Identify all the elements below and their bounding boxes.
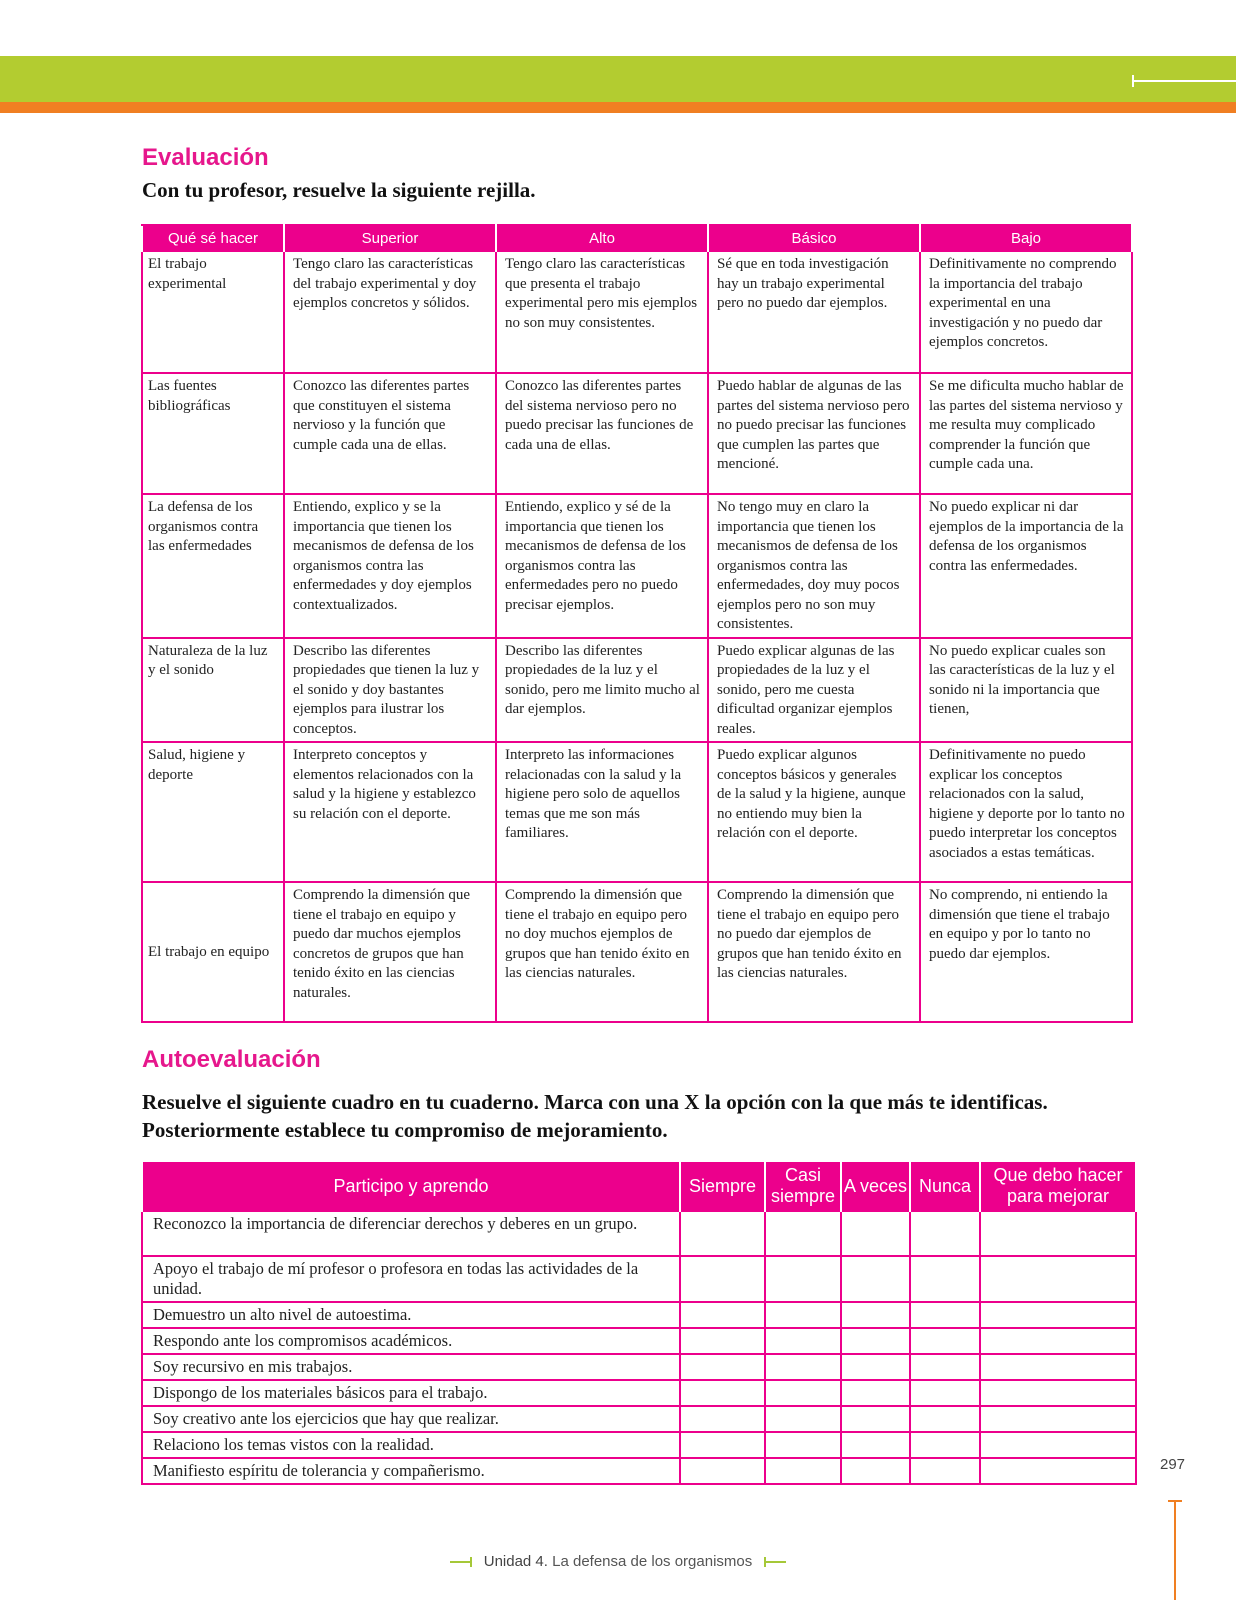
- self-assessment-item: Relaciono los temas vistos con la realidad.: [142, 1432, 680, 1458]
- header-band-orange: [0, 102, 1236, 113]
- improvement-cell[interactable]: [980, 1354, 1136, 1380]
- rubric-row: [142, 494, 1132, 638]
- rubric-cell: Conozco las diferentes partes del sistema nervioso pero no puedo precisar las funciones de cada una de ellas.: [496, 373, 708, 494]
- mark-cell-siempre[interactable]: [680, 1302, 765, 1328]
- rubric-row: [142, 882, 1132, 1022]
- self-assessment-header-cell: Participo y aprendo: [142, 1162, 680, 1211]
- mark-cell-nunca[interactable]: [910, 1458, 980, 1484]
- rubric-cell: Puedo explicar algunos conceptos básicos y generales de la salud y la higiene, aunque no entiendo muy bien la relación con el deporte.: [708, 742, 920, 882]
- rubric-cell: Interpreto las informaciones relacionadas con la salud y la higiene pero solo de aquellos temas que me son más familiares.: [496, 742, 708, 882]
- mark-cell-a-veces[interactable]: [841, 1432, 910, 1458]
- rubric-cell: Entiendo, explico y se la importancia que tienen los mecanismos de defensa de los organismos contra las enfermedades y doy ejemplos contextualizados.: [284, 494, 496, 638]
- rubric-cell: Describo las diferentes propiedades de la luz y el sonido, pero me limito mucho al dar ejemplos.: [496, 638, 708, 743]
- self-assessment-table: [141, 1162, 1137, 1485]
- self-assessment-row: [142, 1380, 1136, 1406]
- mark-cell-nunca[interactable]: [910, 1328, 980, 1354]
- self-assessment-header-cell: Casi siempre: [765, 1162, 841, 1211]
- mark-cell-casi-siempre[interactable]: [765, 1432, 841, 1458]
- rubric-cell: Tengo claro las características que presenta el trabajo experimental pero mis ejemplos no son muy consistentes.: [496, 251, 708, 373]
- mark-cell-nunca[interactable]: [910, 1354, 980, 1380]
- mark-cell-nunca[interactable]: [910, 1302, 980, 1328]
- header-band-tick: [1132, 75, 1134, 87]
- footer-dash-right: [764, 1561, 786, 1563]
- self-assessment-item: Soy creativo ante los ejercicios que hay que realizar.: [142, 1406, 680, 1432]
- mark-cell-casi-siempre[interactable]: [765, 1302, 841, 1328]
- rubric-criterion: La defensa de los organismos contra las enfermedades: [142, 494, 284, 638]
- rubric-header-cell: Qué sé hacer: [142, 225, 284, 251]
- mark-cell-casi-siempre[interactable]: [765, 1328, 841, 1354]
- self-assessment-item: Soy recursivo en mis trabajos.: [142, 1354, 680, 1380]
- autoevaluacion-title: Autoevaluación: [142, 1046, 321, 1073]
- rubric-cell: Definitivamente no puedo explicar los conceptos relacionados con la salud, higiene y deporte por lo tanto no puedo interpretar los conceptos asociados a estas temáticas.: [920, 742, 1132, 882]
- mark-cell-nunca[interactable]: [910, 1256, 980, 1302]
- rubric-cell: Comprendo la dimensión que tiene el trabajo en equipo pero no doy muchos ejemplos de grupos que han tenido éxito en las ciencias naturales.: [496, 882, 708, 1022]
- footer: [0, 1553, 1236, 1570]
- rubric-cell: Comprendo la dimensión que tiene el trabajo en equipo y puedo dar muchos ejemplos concretos de grupos que han tenido éxito en las ciencias naturales.: [284, 882, 496, 1022]
- mark-cell-a-veces[interactable]: [841, 1302, 910, 1328]
- mark-cell-casi-siempre[interactable]: [765, 1406, 841, 1432]
- rubric-row: [142, 742, 1132, 882]
- page-number: 297: [1160, 1456, 1186, 1473]
- improvement-cell[interactable]: [980, 1256, 1136, 1302]
- rubric-row: [142, 373, 1132, 494]
- mark-cell-siempre[interactable]: [680, 1406, 765, 1432]
- mark-cell-a-veces[interactable]: [841, 1211, 910, 1256]
- mark-cell-siempre[interactable]: [680, 1256, 765, 1302]
- mark-cell-casi-siempre[interactable]: [765, 1256, 841, 1302]
- rubric-criterion: Naturaleza de la luz y el sonido: [142, 638, 284, 743]
- self-assessment-row: [142, 1432, 1136, 1458]
- rubric-criterion: El trabajo experimental: [142, 251, 284, 373]
- improvement-cell[interactable]: [980, 1380, 1136, 1406]
- improvement-cell[interactable]: [980, 1328, 1136, 1354]
- improvement-cell[interactable]: [980, 1302, 1136, 1328]
- mark-cell-a-veces[interactable]: [841, 1256, 910, 1302]
- self-assessment-header-cell: A veces: [841, 1162, 910, 1211]
- mark-cell-casi-siempre[interactable]: [765, 1354, 841, 1380]
- rubric-header-cell: Superior: [284, 225, 496, 251]
- rubric-row: [142, 251, 1132, 373]
- rubric-cell: No comprendo, ni entiendo la dimensión que tiene el trabajo en equipo y por lo tanto no puedo dar ejemplos.: [920, 882, 1132, 1022]
- mark-cell-a-veces[interactable]: [841, 1328, 910, 1354]
- rubric-header-cell: Alto: [496, 225, 708, 251]
- rubric-cell: Conozco las diferentes partes que constituyen el sistema nervioso y la función que cumple cada una de ellas.: [284, 373, 496, 494]
- rubric-cell: No tengo muy en claro la importancia que tienen los mecanismos de defensa de los organismos contra las enfermedades, doy muy pocos ejemplos pero no son muy consistentes.: [708, 494, 920, 638]
- mark-cell-nunca[interactable]: [910, 1211, 980, 1256]
- rubric-cell: Puedo hablar de algunas de las partes del sistema nervioso pero no puedo precisar las funciones que cumplen las partes que mencioné.: [708, 373, 920, 494]
- mark-cell-siempre[interactable]: [680, 1211, 765, 1256]
- improvement-cell[interactable]: [980, 1406, 1136, 1432]
- rubric-cell: Puedo explicar algunas de las propiedades de la luz y el sonido, pero me cuesta dificultad organizar ejemplos reales.: [708, 638, 920, 743]
- rubric-row: [142, 638, 1132, 743]
- self-assessment-item: Manifiesto espíritu de tolerancia y compañerismo.: [142, 1458, 680, 1484]
- improvement-cell[interactable]: [980, 1432, 1136, 1458]
- rubric-cell: Comprendo la dimensión que tiene el trabajo en equipo pero no puedo dar ejemplos de grupos que han tenido éxito en las ciencias naturales.: [708, 882, 920, 1022]
- rubric-header-row: [142, 225, 1132, 251]
- self-assessment-header-cell: Nunca: [910, 1162, 980, 1211]
- improvement-cell[interactable]: [980, 1458, 1136, 1484]
- footer-dash-left: [450, 1561, 472, 1563]
- rubric-cell: No puedo explicar cuales son las características de la luz y el sonido ni la importancia que tienen,: [920, 638, 1132, 743]
- rubric-cell: Sé que en toda investigación hay un trabajo experimental pero no puedo dar ejemplos.: [708, 251, 920, 373]
- mark-cell-nunca[interactable]: [910, 1380, 980, 1406]
- rubric-cell: Tengo claro las características del trabajo experimental y doy ejemplos concretos y sólidos.: [284, 251, 496, 373]
- mark-cell-siempre[interactable]: [680, 1458, 765, 1484]
- mark-cell-a-veces[interactable]: [841, 1354, 910, 1380]
- improvement-cell[interactable]: [980, 1211, 1136, 1256]
- mark-cell-siempre[interactable]: [680, 1380, 765, 1406]
- mark-cell-casi-siempre[interactable]: [765, 1380, 841, 1406]
- self-assessment-row: [142, 1211, 1136, 1256]
- self-assessment-item: Dispongo de los materiales básicos para el trabajo.: [142, 1380, 680, 1406]
- self-assessment-item: Demuestro un alto nivel de autoestima.: [142, 1302, 680, 1328]
- rubric-criterion: Las fuentes bibliográficas: [142, 373, 284, 494]
- page-marker-line: [1174, 1500, 1176, 1600]
- evaluacion-title: Evaluación: [142, 144, 269, 171]
- mark-cell-casi-siempre[interactable]: [765, 1458, 841, 1484]
- rubric-cell: Se me dificulta mucho hablar de las partes del sistema nervioso y me resulta muy complicado comprender la función que cumple cada una.: [920, 373, 1132, 494]
- self-assessment-item: Respondo ante los compromisos académicos.: [142, 1328, 680, 1354]
- mark-cell-nunca[interactable]: [910, 1406, 980, 1432]
- self-assessment-row: [142, 1406, 1136, 1432]
- autoevaluacion-instruction: Resuelve el siguiente cuadro en tu cuaderno. Marca con una X la opción con la que más te identificas. Posteriormente establece tu compromiso de mejoramiento.: [142, 1090, 1048, 1142]
- header-band-line: [1132, 80, 1236, 82]
- evaluation-rubric-table: [141, 224, 1133, 1023]
- self-assessment-header-cell: Que debo hacer para mejorar: [980, 1162, 1136, 1211]
- evaluacion-instruction: Con tu profesor, resuelve la siguiente rejilla.: [142, 178, 536, 202]
- mark-cell-casi-siempre[interactable]: [765, 1211, 841, 1256]
- self-assessment-item: Reconozco la importancia de diferenciar derechos y deberes en un grupo.: [142, 1211, 680, 1256]
- rubric-cell: Definitivamente no comprendo la importancia del trabajo experimental en una investigación y no puedo dar ejemplos concretos.: [920, 251, 1132, 373]
- self-assessment-row: [142, 1302, 1136, 1328]
- rubric-cell: Entiendo, explico y sé de la importancia que tienen los mecanismos de defensa de los organismos contra las enfermedades pero no puedo precisar ejemplos.: [496, 494, 708, 638]
- mark-cell-siempre[interactable]: [680, 1328, 765, 1354]
- mark-cell-siempre[interactable]: [680, 1432, 765, 1458]
- self-assessment-header-cell: Siempre: [680, 1162, 765, 1211]
- self-assessment-row: [142, 1256, 1136, 1302]
- mark-cell-nunca[interactable]: [910, 1432, 980, 1458]
- self-assessment-row: [142, 1354, 1136, 1380]
- header-band-green: [0, 56, 1236, 102]
- rubric-cell: Describo las diferentes propiedades que tienen la luz y el sonido y doy bastantes ejemplos para ilustrar los conceptos.: [284, 638, 496, 743]
- self-assessment-header-row: [142, 1162, 1136, 1211]
- rubric-header-cell: Básico: [708, 225, 920, 251]
- self-assessment-item: Apoyo el trabajo de mí profesor o profesora en todas las actividades de la unidad.: [142, 1256, 680, 1302]
- footer-unit: Unidad 4.: [483, 1553, 548, 1570]
- self-assessment-row: [142, 1458, 1136, 1484]
- mark-cell-a-veces[interactable]: [841, 1380, 910, 1406]
- rubric-cell: Interpreto conceptos y elementos relacionados con la salud y la higiene y establezco su relación con el deporte.: [284, 742, 496, 882]
- rubric-cell: No puedo explicar ni dar ejemplos de la importancia de la defensa de los organismos contra las enfermedades.: [920, 494, 1132, 638]
- mark-cell-a-veces[interactable]: [841, 1406, 910, 1432]
- mark-cell-a-veces[interactable]: [841, 1458, 910, 1484]
- rubric-header-cell: Bajo: [920, 225, 1132, 251]
- mark-cell-siempre[interactable]: [680, 1354, 765, 1380]
- rubric-criterion: El trabajo en equipo: [142, 882, 284, 1022]
- self-assessment-row: [142, 1328, 1136, 1354]
- rubric-criterion: Salud, higiene y deporte: [142, 742, 284, 882]
- footer-title: La defensa de los organismos: [552, 1553, 753, 1570]
